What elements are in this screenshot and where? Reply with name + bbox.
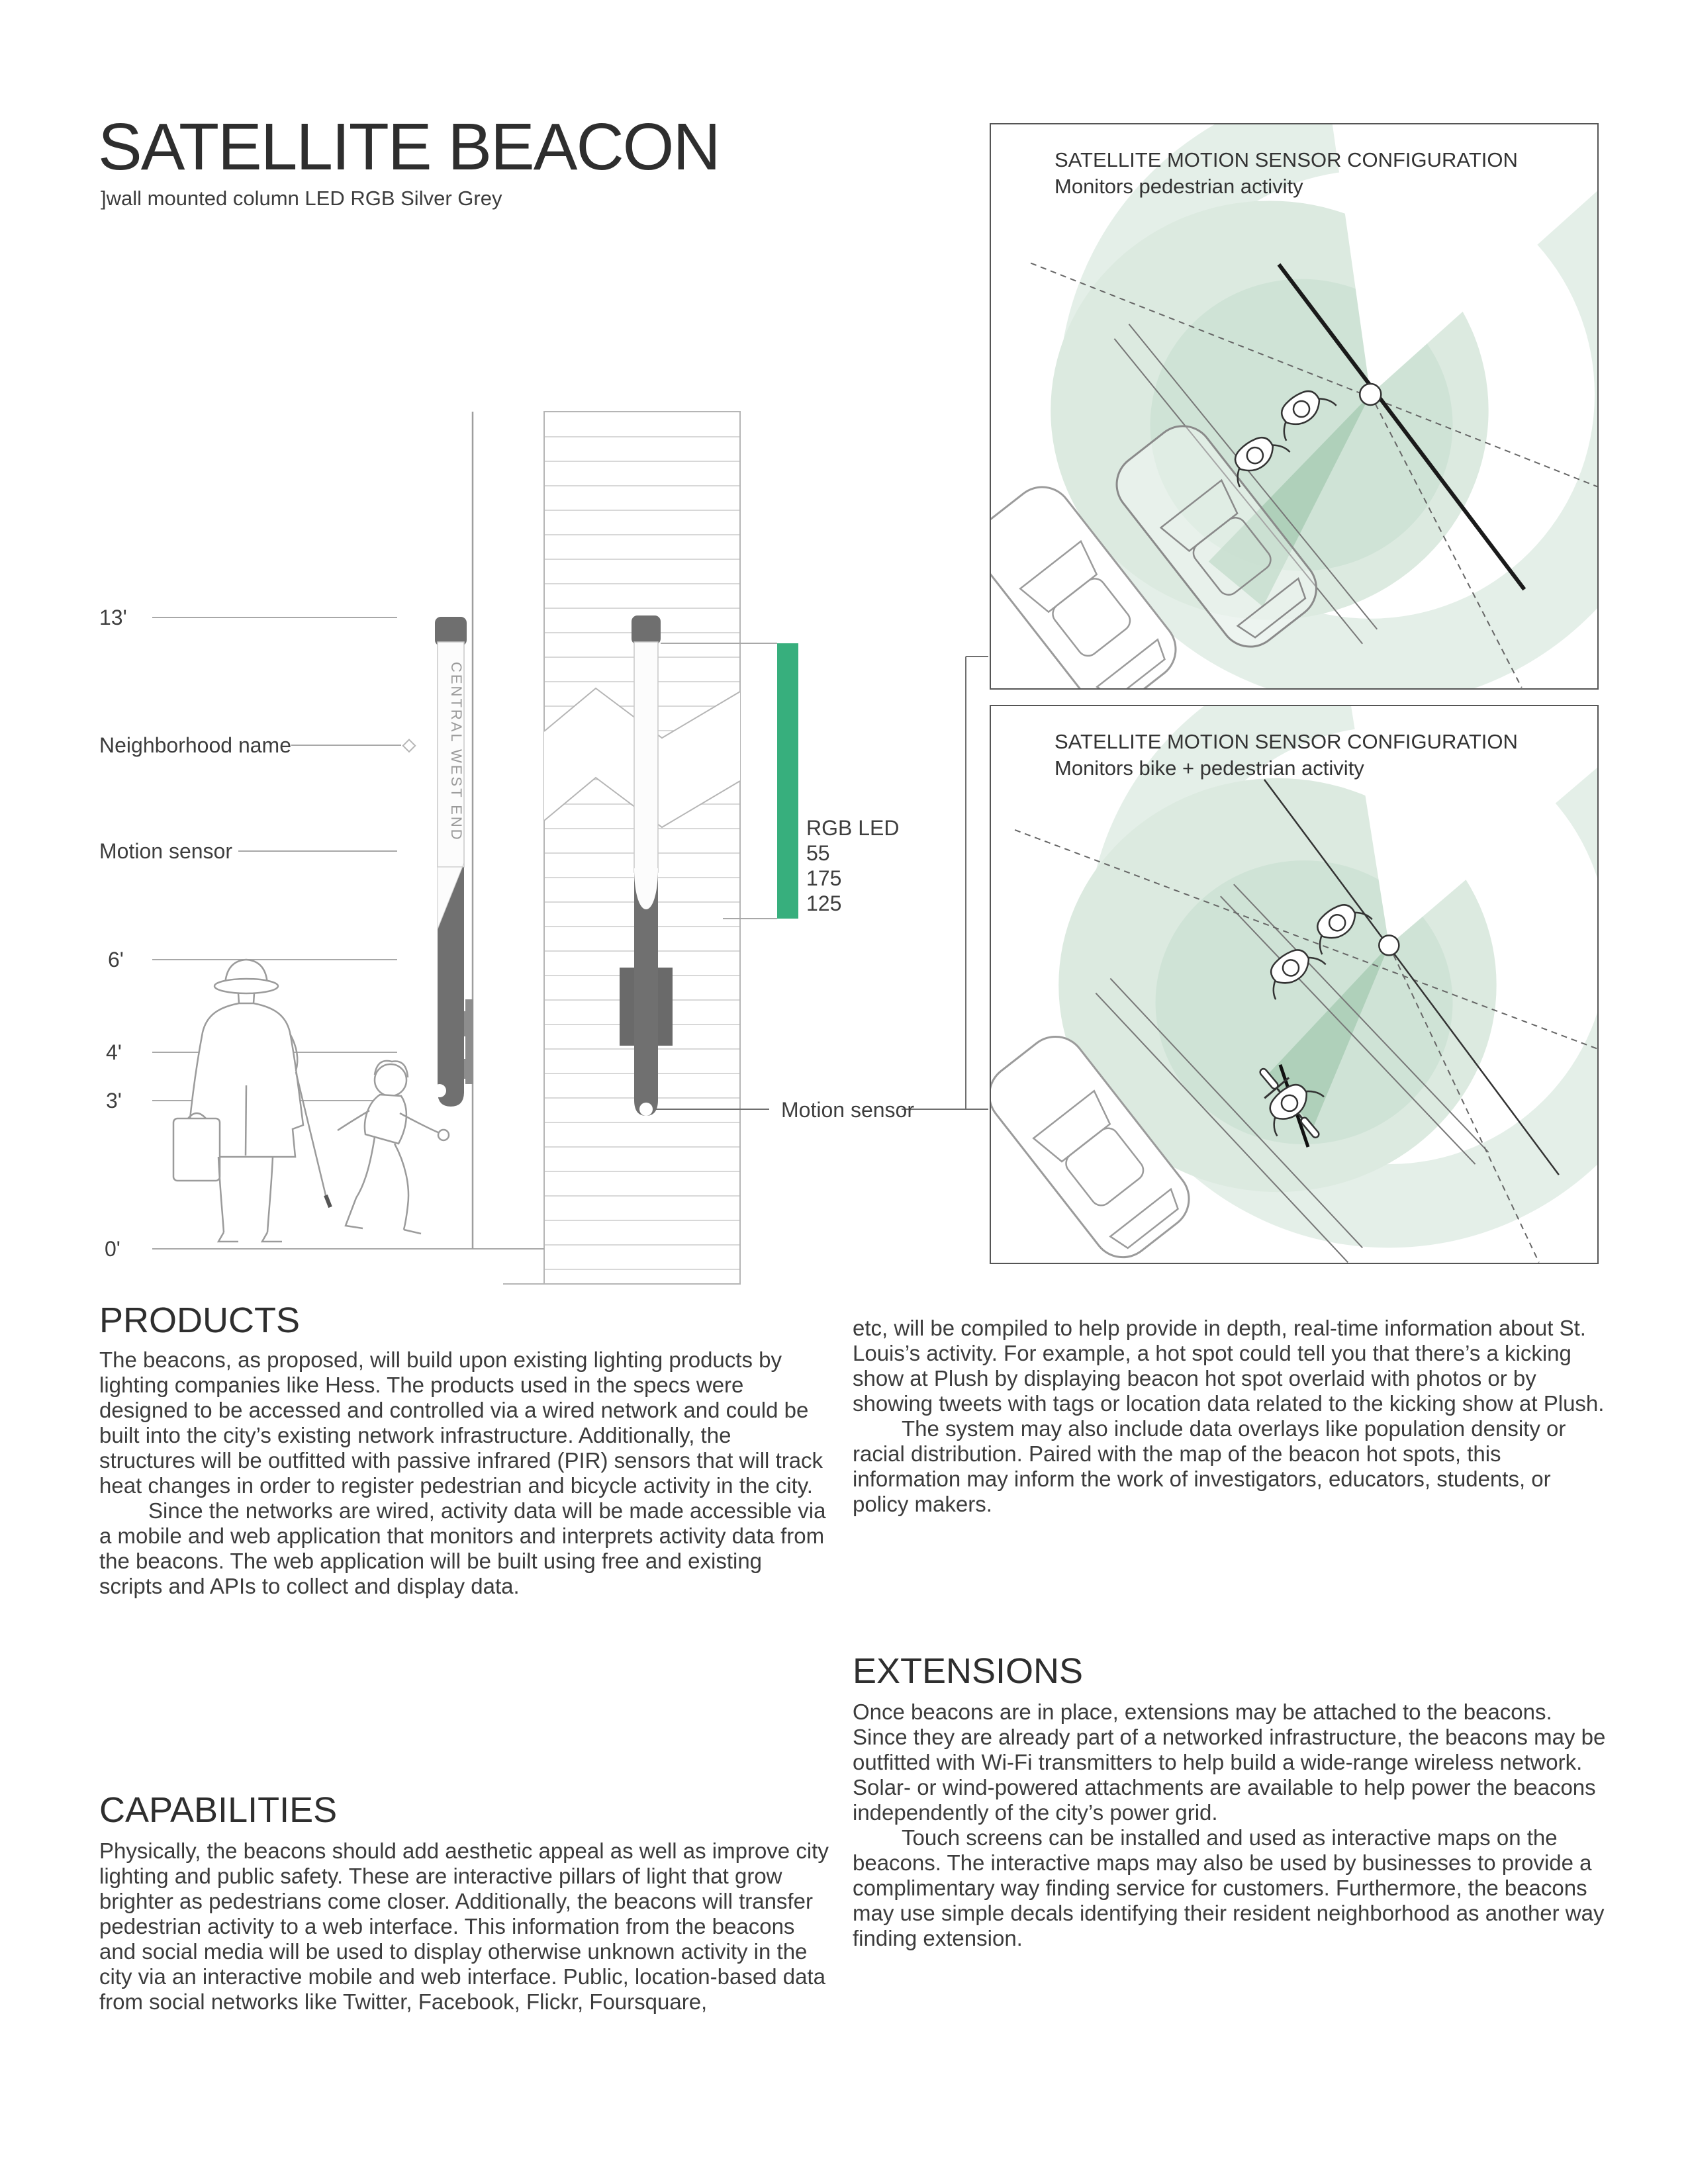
products-heading: PRODUCTS [99, 1300, 301, 1340]
right-column-paragraph-2: The system may also include data overlays like population density or racial distribution. Paired with the map of the beacon hot spots, this information may inform the work of investigators, educators, students, or policy makers. [853, 1416, 1566, 1516]
extensions-body [853, 1700, 1607, 1951]
diamond-marker-icon [403, 740, 415, 752]
products-paragraph-1: The beacons, as proposed, will build upon existing lighting products by lighting companies like Hess. The products used in the specs were designed to be accessed and controlled via a wired network and could be built into the city’s existing network infrastructure. Additionally, the structures will be outfitted with passive infrared (PIR) sensors that will track heat changes in order to register pedestrian and bicycle activity in the city. [99, 1347, 823, 1498]
extensions-paragraph-2: Touch screens can be installed and used as interactive maps on the beacons. The interactive maps may also be used by businesses to provide a complimentary way finding service for customers. Furthermore, the beacons may use simple decals identifying their resident neighborhood as another way finding extension. [853, 1825, 1605, 1950]
capabilities-paragraph-1: Physically, the beacons should add aesthetic appeal as well as improve city lighting and public safety. These are interactive pillars of light that grow brighter as pedestrians come closer. Additionally, the beacons will transfer pedestrian activity to a web interface. This information from the beacons and social media will be used to display otherwise unknown activity in the city via an interactive mobile and web interface. Public, location-based data from social networks like Twitter, Facebook, Flickr, Foursquare, [99, 1839, 829, 2014]
rgb-led-values [806, 815, 899, 916]
height-mark-13ft: 13' [99, 606, 127, 629]
rgb-led-bar [777, 643, 798, 919]
capabilities-body [99, 1839, 831, 2015]
rgb-led-b: 125 [806, 891, 842, 915]
neighborhood-name-label: Neighborhood name [99, 733, 291, 757]
beacon-cap [632, 615, 661, 645]
sensor-box-subtitle: Monitors bike + pedestrian activity [1055, 756, 1364, 780]
products-body [99, 1347, 831, 1599]
products-paragraph-2: Since the networks are wired, activity data will be made accessible via a mobile and web application that monitors and interprets activity data from the beacons. The web application will be built using free and existing scripts and APIs to collect and display data. [99, 1498, 826, 1598]
page-title: SATELLITE BEACON [98, 110, 720, 184]
page-subtitle: ]wall mounted column LED RGB Silver Grey [101, 187, 502, 210]
height-mark-6ft: 6' [108, 948, 124, 972]
right-column-paragraph-1: etc, will be compiled to help provide in depth, real-time information about St. Louis’s activity. For example, a hot spot could tell you that there’s a kicking show at Plush by displaying beacon hot spot overlaid with photos or by showing tweets with tags or location data related to the kicking show at Plush. [853, 1316, 1605, 1416]
front-beacon [620, 615, 673, 1116]
leader-lines [152, 617, 544, 1284]
sensor-box-title: SATELLITE MOTION SENSOR CONFIGURATION [1055, 730, 1518, 753]
motion-sensor-label-right: Motion sensor [781, 1098, 914, 1122]
extensions-heading: EXTENSIONS [853, 1651, 1084, 1691]
child-figure [338, 1061, 449, 1234]
height-mark-0ft: 0' [105, 1237, 120, 1261]
sensor-box-pedestrian [990, 123, 1599, 690]
beacon-sensor-icon [1379, 935, 1399, 955]
capabilities-heading: CAPABILITIES [99, 1790, 338, 1830]
rgb-led-g: 175 [806, 866, 842, 890]
sensor-box-subtitle: Monitors pedestrian activity [1055, 175, 1303, 198]
sensor-box-bike-pedestrian [990, 705, 1599, 1264]
pedestrian-scene [991, 124, 1597, 688]
beacon-neighborhood-text: CENTRAL WEST END [448, 662, 465, 842]
motion-sensor-label-left: Motion sensor [99, 839, 232, 863]
rgb-led-r: 55 [806, 841, 830, 865]
sensor-box-title: SATELLITE MOTION SENSOR CONFIGURATION [1055, 148, 1518, 171]
height-mark-4ft: 4' [106, 1040, 122, 1064]
bike-pedestrian-scene [991, 706, 1597, 1263]
height-mark-3ft: 3' [106, 1089, 122, 1113]
right-column-body [853, 1316, 1607, 1517]
rgb-led-label: RGB LED [806, 816, 900, 840]
extensions-paragraph-1: Once beacons are in place, extensions may be attached to the beacons. Since they are already part of a networked infrastructure, the beacons may be outfitted with Wi-Fi transmitters to help build a wide-range wireless network. Solar- or wind-powered attachments are available to help power the beacons independently of the city’s power grid. [853, 1700, 1606, 1825]
motion-sensor-dot-icon [433, 1084, 446, 1097]
beacon-sensor-icon [1360, 384, 1381, 405]
motion-sensor-dot-icon [639, 1103, 653, 1116]
